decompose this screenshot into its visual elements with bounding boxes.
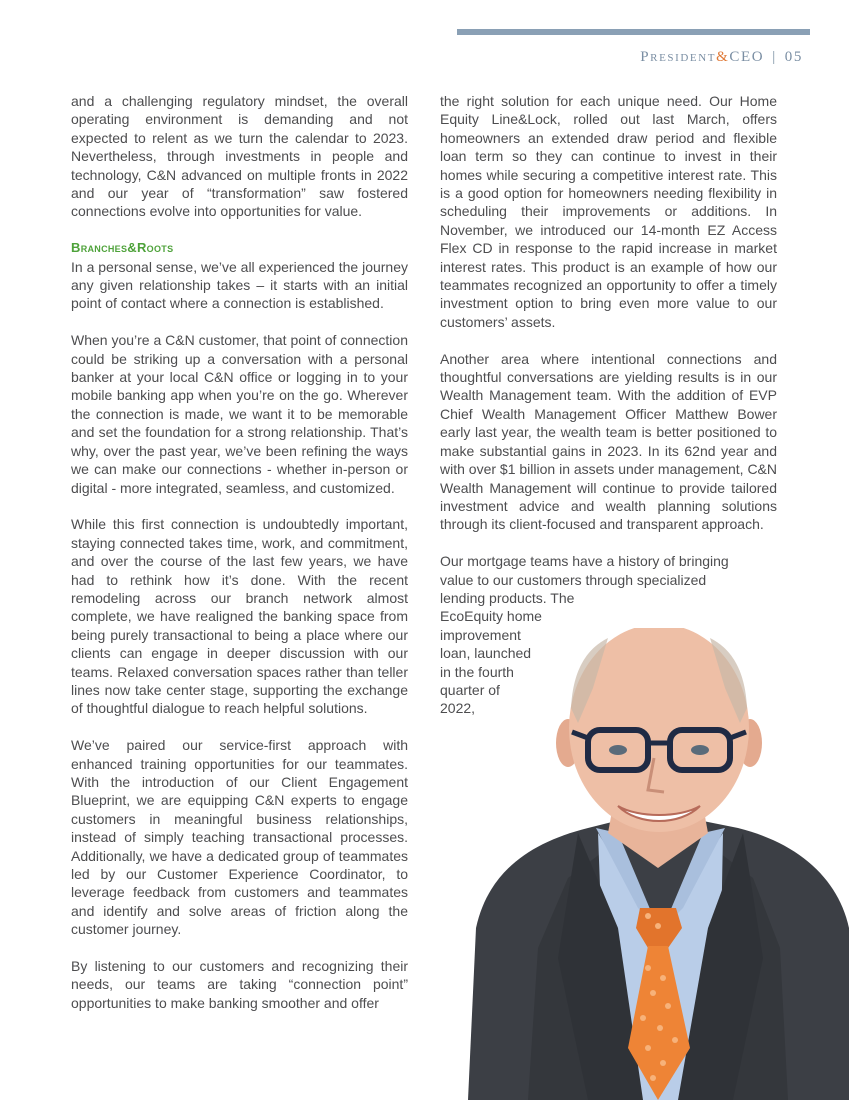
paragraph-relationship-journey: In a personal sense, we’ve all experienced the journey any given relationship takes – it starts with an initial point of contact where a connection is established. [71,258,408,312]
header-separator: | [772,49,777,65]
section-title-president: President [640,49,717,65]
paragraph-listening: By listening to our customers and recognizing their needs, our teams are taking “connection point” opportunities to make banking smoother and offer [71,958,408,1011]
left-column [71,92,408,1031]
paragraph-point-of-connection: When you’re a C&N customer, that point of connection could be striking up a conversation with a personal banker at your local C&N office or logging in to your mobile banking app when you’re on the go. Wherever the connection is made, we want it to be memorable and set the foundation for a strong relationship. That’s why, over the past year, we’ve been refining the ways we can make our connections - whether in-person or digital - more integrated, seamless, and customized. [71,332,408,496]
paragraph-service-first: We’ve paired our service-first approach with enhanced training opportunities for our teammates. With the introduction of our Client Engagement Blueprint, we are equipping C&N experts to engage customers in meaningful business relationships, instead of simply teaching transactional processes. Additionally, we have a dedicated group of teammates led by our Customer Experience Coordinator, to leverage feedback from customers and teammates and identify and solve areas of friction along the customer journey. [71,737,408,938]
paragraph-home-equity: the right solution for each unique need. Our Home Equity Line&Lock, rolled out last March, offers homeowners an extended draw period and flexible loan term so they can continue to invest in their homes while securing a competitive interest rate. This is a good option for homeowners needing flexibility in scheduling their improvements or additions. In November, we introduced our 14-month EZ Access Flex CD in response to the rapid increase in market interest rates. This product is an example of how our teammates recognized an opportunity to offer a timely investment option to bring even more value to our customers’ assets. [440,93,777,330]
running-head [640,49,803,66]
text-line: in the fourth [440,663,514,680]
text-line: quarter of [440,681,500,698]
text-line: improvement [440,626,521,643]
text-line: loan, launched [440,645,532,662]
text-line: Our mortgage teams have a history of bringing [440,553,729,570]
header-rule [457,29,810,35]
paragraph-staying-connected: While this first connection is undoubtedly important, staying connected takes time, work, and commitment, and over the course of the last few years, we have had to rethink how it’s done. With the recent remodeling across our branch network almost complete, we have realigned the banking space from being purely transactional to being a place where our clients can engage in deeper discussion with our teams. Relaxed conversation spaces rather than teller lines now take center stage, supporting the exchange of thoughtful dialogue to reach helpful solutions. [71,516,408,717]
paragraph-wealth-management: Another area where intentional connections and thoughtful conversations are yielding results is in our Wealth Management team. With the addition of EVP Chief Wealth Management Officer Matthew Bower early last year, the wealth team is better positioned to make substantial gains in 2023. In its 62nd year and with over $1 billion in assets under management, C&N Wealth Management will continue to provide tailored investment advice and wealth planning solutions through its client-focused and transparent approach. [440,350,777,533]
paragraph-regulatory-environment: and a challenging regulatory mindset, the overall operating environment is demanding and not expected to relent as we turn the calendar to 2023. Nevertheless, through investments in people and technology, C&N advanced on multiple fronts in 2022 and our year of “transformation” saw fostered connections evolve into opportunities for value. [71,93,408,220]
section-heading-branches-roots: Branches&Roots [71,240,174,256]
section-title-ampersand: & [716,49,730,65]
page-number: 05 [784,49,803,65]
section-title-ceo: CEO [729,49,765,65]
text-line: 2022, [440,700,476,717]
portrait-photo [468,628,849,1100]
text-line: EcoEquity home [440,608,542,625]
text-line: value to our customers through specialized [440,571,707,588]
text-line: lending products. The [440,589,575,606]
